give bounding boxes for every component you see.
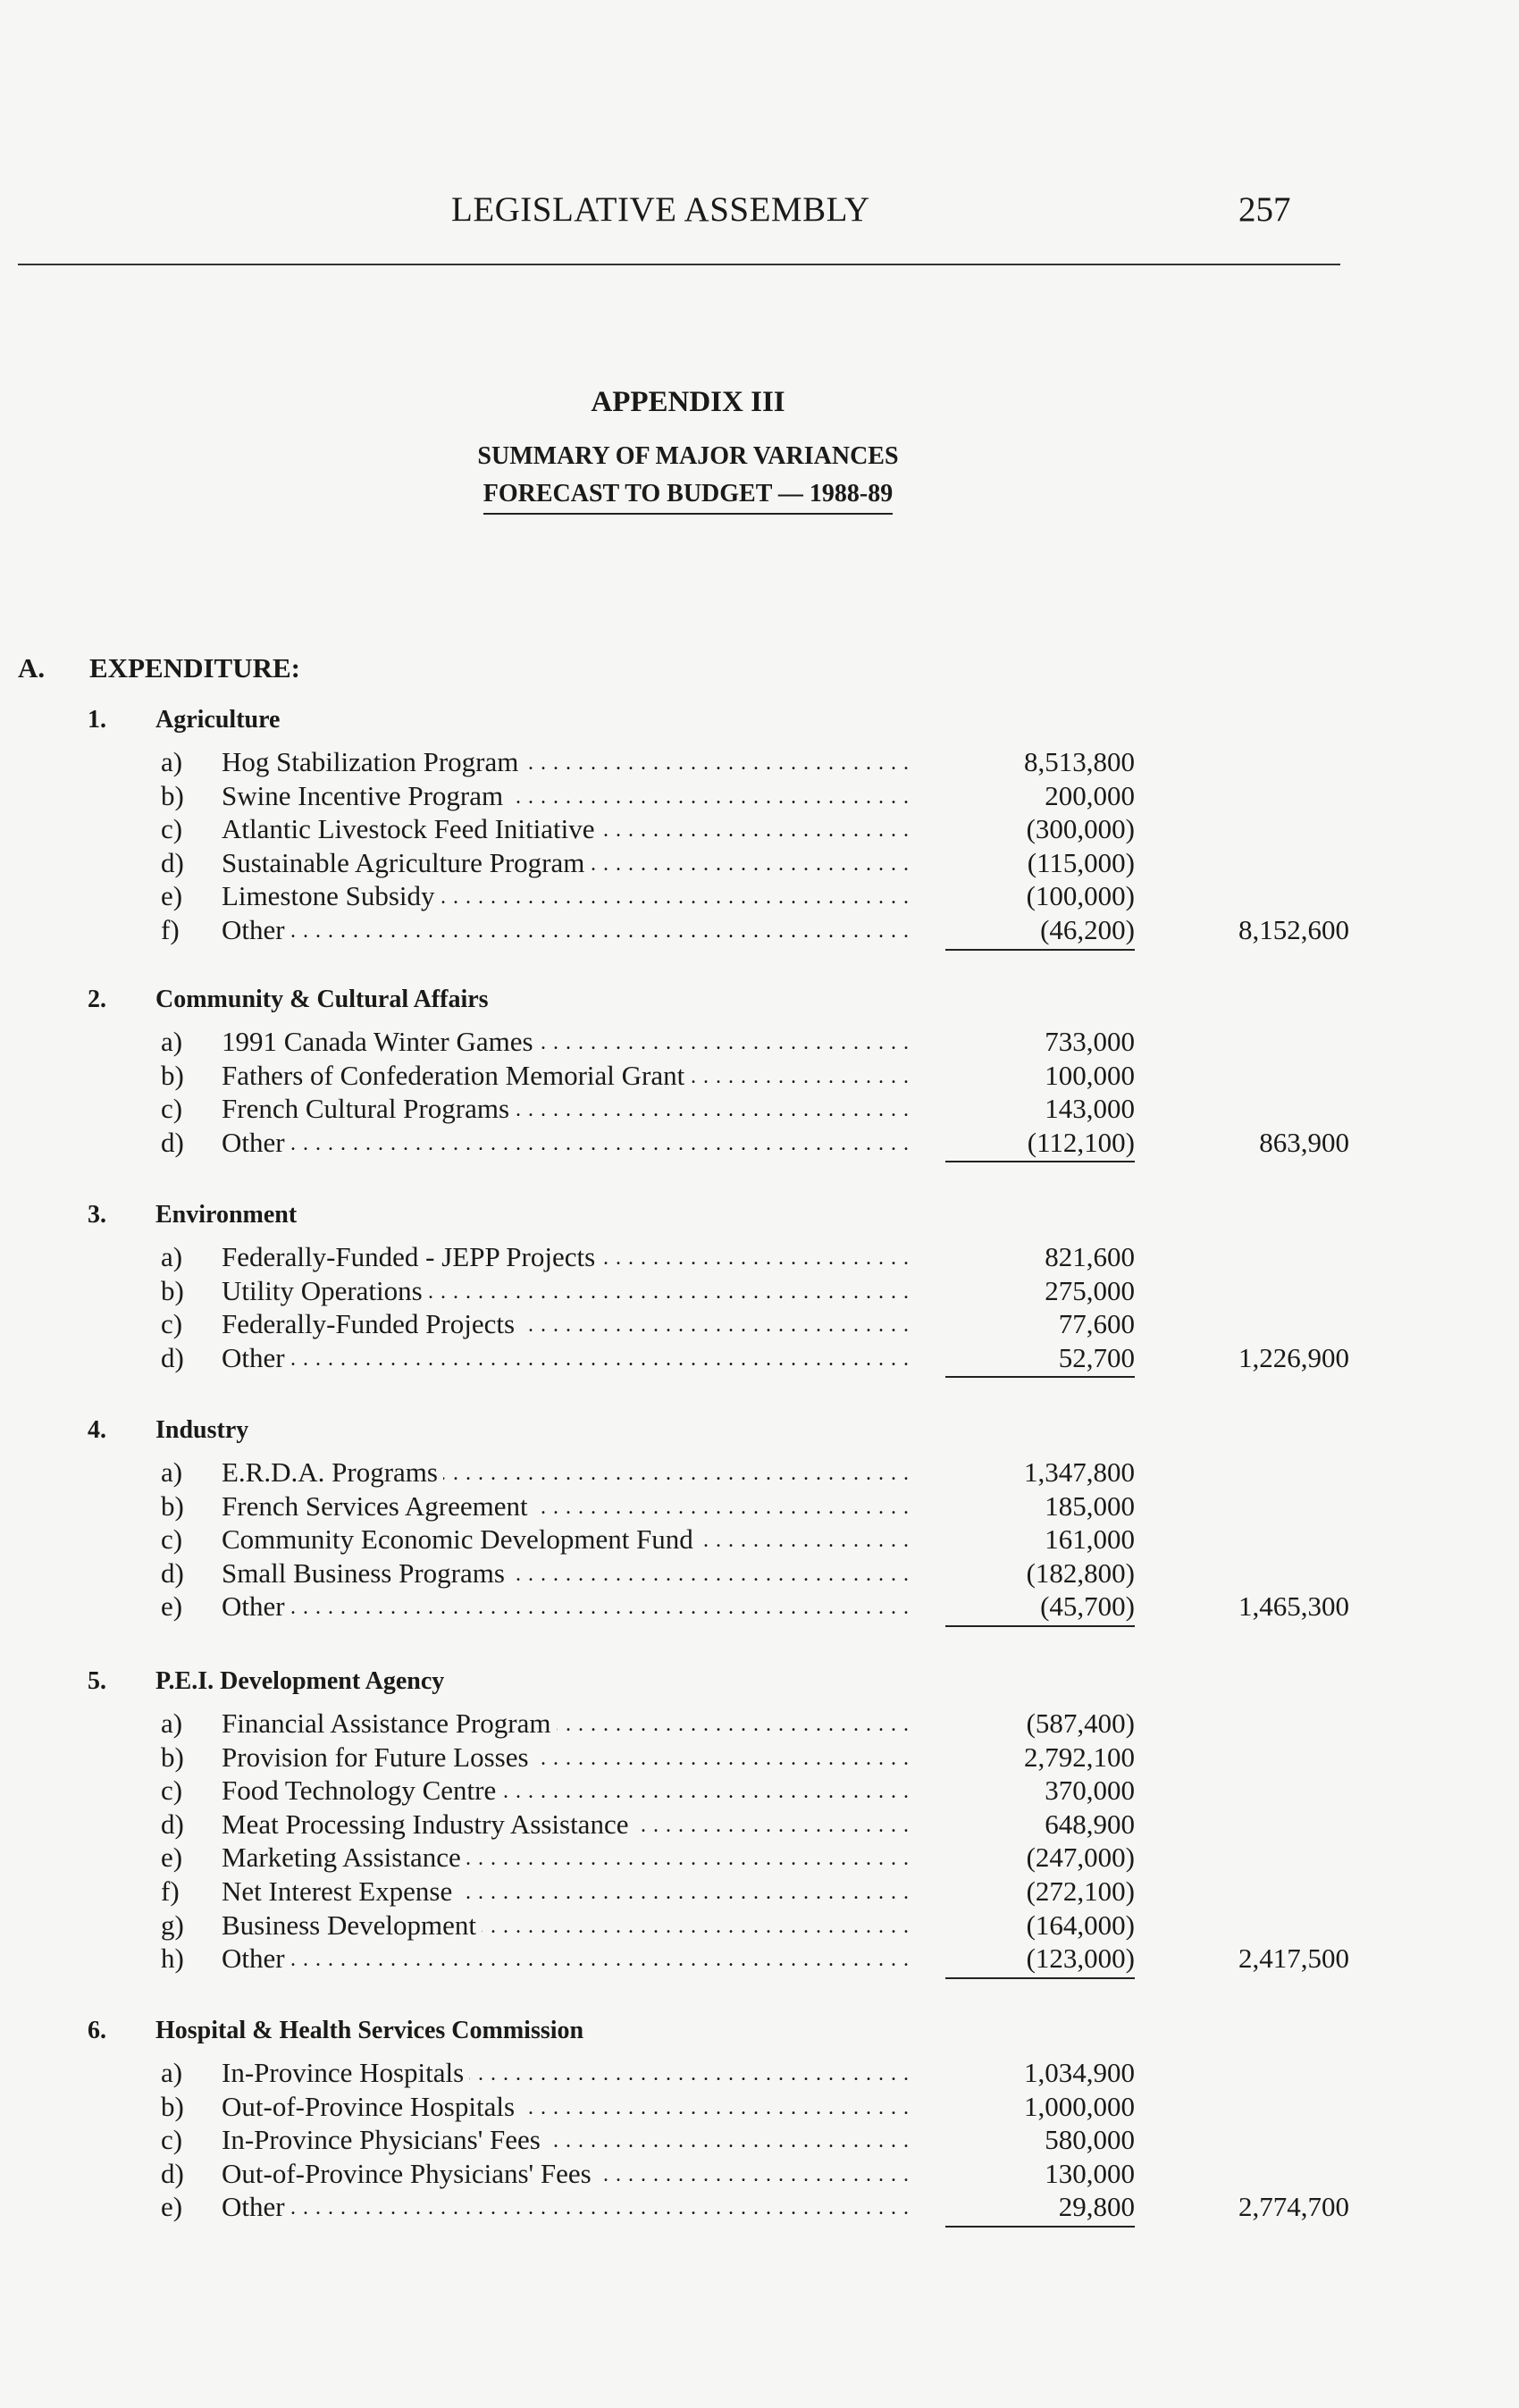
subtotal-rule	[945, 1376, 1135, 1378]
item-amount: (272,100)	[1026, 1875, 1135, 1907]
line-item	[0, 2124, 1519, 2158]
item-amount: 143,000	[1045, 1093, 1135, 1125]
item-letter: e)	[161, 1842, 183, 1874]
item-description-text: Federally-Funded Projects	[222, 1308, 520, 1339]
item-description-text: Meat Processing Industry Assistance	[222, 1808, 634, 1840]
section-number: 3.	[88, 1201, 106, 1229]
item-letter: h)	[161, 1942, 184, 1975]
item-description-text: Fathers of Confederation Memorial Grant	[222, 1060, 690, 1091]
line-item	[0, 1842, 1519, 1875]
item-letter: b)	[161, 1489, 184, 1522]
appendix-title: APPENDIX III	[591, 386, 785, 418]
section-title: Agriculture	[155, 706, 281, 734]
item-letter: c)	[161, 1308, 183, 1340]
item-letter: a)	[161, 1707, 183, 1739]
page-header	[0, 189, 1519, 243]
item-description	[222, 1909, 910, 1942]
item-amount: 1,000,000	[1024, 2090, 1135, 2122]
item-letter: a)	[161, 1456, 183, 1488]
item-letter: c)	[161, 1093, 183, 1125]
item-description-text: Other	[222, 1590, 290, 1622]
item-amount: 8,513,800	[1024, 746, 1135, 777]
item-amount: (115,000)	[1027, 846, 1135, 878]
item-description-text: Other	[222, 1942, 290, 1974]
section-number: 4.	[88, 1416, 106, 1444]
item-amount: (247,000)	[1026, 1842, 1135, 1874]
item-amount: 733,000	[1045, 1026, 1135, 1057]
line-item	[0, 1308, 1519, 1342]
section-total: 1,465,300	[1238, 1590, 1349, 1623]
item-description	[222, 2057, 910, 2089]
line-item	[0, 1707, 1519, 1741]
item-amount: (123,000)	[1026, 1942, 1135, 1975]
item-description-text: In-Province Hospitals	[222, 2057, 469, 2088]
item-description	[222, 1875, 910, 1908]
item-description-text: Sustainable Agriculture Program	[222, 847, 590, 878]
line-item	[0, 1127, 1519, 1161]
item-amount: 185,000	[1045, 1489, 1135, 1522]
item-amount: 29,800	[1058, 2191, 1135, 2223]
line-item	[0, 1557, 1519, 1591]
item-amount: (46,200)	[1040, 914, 1135, 945]
line-item	[0, 1490, 1519, 1524]
item-letter: b)	[161, 2090, 184, 2122]
item-description-text: Swine Incentive Program	[222, 780, 508, 811]
item-description	[222, 1275, 910, 1307]
item-description-text: Out-of-Province Hospitals	[222, 2091, 520, 2122]
section-title: P.E.I. Development Agency	[155, 1667, 445, 1695]
item-letter: f)	[161, 1875, 180, 1907]
item-description	[222, 914, 910, 946]
item-description	[222, 1842, 910, 1874]
item-description-text: Business Development	[222, 1909, 482, 1941]
line-item	[0, 1775, 1519, 1808]
subtotal-rule	[945, 1625, 1135, 1627]
section-title: Hospital & Health Services Commission	[155, 2017, 584, 2044]
item-description-text: Atlantic Livestock Feed Initiative	[222, 813, 600, 844]
item-description	[222, 1060, 910, 1092]
item-letter: c)	[161, 1775, 183, 1807]
item-description	[222, 1775, 910, 1807]
item-letter: d)	[161, 1126, 184, 1158]
line-item	[0, 2091, 1519, 2125]
line-item	[0, 813, 1519, 847]
item-description-text: Financial Assistance Program	[222, 1707, 557, 1739]
section-number: 1.	[88, 706, 106, 734]
item-description-text: Other	[222, 914, 290, 945]
item-amount: 370,000	[1045, 1775, 1135, 1807]
section-total: 863,900	[1259, 1126, 1349, 1158]
item-letter: d)	[161, 1556, 184, 1589]
item-letter: c)	[161, 813, 183, 845]
item-amount: 100,000	[1045, 1059, 1135, 1091]
item-description-text: E.R.D.A. Programs	[222, 1456, 443, 1488]
item-amount: (164,000)	[1026, 1909, 1135, 1941]
item-description	[222, 813, 910, 845]
item-letter: e)	[161, 1590, 183, 1623]
item-description-text: Marketing Assistance	[222, 1842, 466, 1873]
item-amount: (112,100)	[1027, 1126, 1135, 1158]
item-amount: 821,600	[1045, 1241, 1135, 1272]
item-description	[222, 1490, 910, 1523]
item-letter: d)	[161, 1341, 184, 1373]
section-number: 6.	[88, 2017, 106, 2044]
line-item	[0, 1026, 1519, 1060]
item-description	[222, 780, 910, 812]
item-amount: 77,600	[1058, 1308, 1135, 1340]
item-description	[222, 2158, 910, 2190]
item-amount: 2,792,100	[1024, 1741, 1135, 1773]
subtotal-rule	[945, 1977, 1135, 1979]
item-letter: c)	[161, 2124, 183, 2156]
item-description	[222, 1241, 910, 1273]
item-description-text: Small Business Programs	[222, 1557, 510, 1589]
item-description	[222, 1741, 910, 1774]
item-description-text: Other	[222, 1127, 290, 1158]
item-description	[222, 1707, 910, 1740]
item-letter: c)	[161, 1523, 183, 1556]
item-description-text: Federally-Funded - JEPP Projects	[222, 1241, 600, 1272]
section-number: 5.	[88, 1667, 106, 1695]
header-title: LEGISLATIVE ASSEMBLY	[451, 190, 870, 229]
item-letter: d)	[161, 1808, 184, 1840]
subtitle-line-2-text: FORECAST TO BUDGET — 1988-89	[483, 480, 893, 515]
line-item	[0, 1909, 1519, 1943]
item-letter: e)	[161, 2191, 183, 2223]
header-rule	[18, 264, 1340, 265]
item-description	[222, 1523, 910, 1556]
item-description-text: Out-of-Province Physicians' Fees	[222, 2158, 597, 2189]
section-heading	[88, 1201, 297, 1229]
item-amount: 52,700	[1058, 1341, 1135, 1373]
section-heading	[88, 986, 489, 1014]
item-description-text: Other	[222, 1342, 290, 1373]
item-description	[222, 1590, 910, 1623]
item-amount: (182,800)	[1026, 1556, 1135, 1589]
item-description	[222, 2091, 910, 2123]
item-description-text: In-Province Physicians' Fees	[222, 2124, 546, 2155]
line-item	[0, 1590, 1519, 1624]
item-description	[222, 1127, 910, 1159]
item-description	[222, 1808, 910, 1841]
item-amount: (45,700)	[1040, 1590, 1135, 1623]
item-description-text: 1991 Canada Winter Games	[222, 1026, 539, 1057]
part-label: EXPENDITURE:	[89, 652, 300, 684]
item-description-text: Limestone Subsidy	[222, 880, 441, 911]
item-description	[222, 1026, 910, 1058]
line-item	[0, 1241, 1519, 1275]
item-description	[222, 1557, 910, 1590]
line-item	[0, 1456, 1519, 1490]
item-description-text: Hog Stabilization Program	[222, 746, 524, 777]
item-description-text: Other	[222, 2191, 290, 2222]
item-letter: d)	[161, 2157, 184, 2189]
item-amount: 275,000	[1045, 1274, 1135, 1306]
line-item	[0, 2191, 1519, 2225]
item-description	[222, 847, 910, 879]
section-heading	[88, 1667, 444, 1696]
item-description-text: Provision for Future Losses	[222, 1741, 534, 1773]
subtitle-line-1: SUMMARY OF MAJOR VARIANCES	[477, 442, 899, 470]
section-title: Environment	[155, 1201, 298, 1229]
line-item	[0, 1342, 1519, 1376]
line-item	[0, 2057, 1519, 2091]
item-amount: 1,034,900	[1024, 2057, 1135, 2088]
page-number: 257	[1238, 190, 1291, 229]
item-description	[222, 746, 910, 778]
section-title: Community & Cultural Affairs	[155, 986, 489, 1013]
item-description-text: French Services Agreement	[222, 1490, 533, 1522]
line-item	[0, 746, 1519, 780]
part-heading	[18, 652, 300, 684]
line-item	[0, 1875, 1519, 1909]
item-letter: b)	[161, 779, 184, 811]
item-letter: d)	[161, 846, 184, 878]
line-item	[0, 2158, 1519, 2192]
section-total: 2,417,500	[1238, 1942, 1349, 1975]
item-letter: a)	[161, 1241, 183, 1272]
item-description	[222, 880, 910, 912]
item-amount: 130,000	[1045, 2157, 1135, 2189]
item-description-text: Net Interest Expense	[222, 1875, 457, 1907]
item-description	[222, 1093, 910, 1125]
item-letter: b)	[161, 1274, 184, 1306]
line-item	[0, 1275, 1519, 1309]
item-description	[222, 1342, 910, 1374]
line-item	[0, 780, 1519, 814]
item-amount: (587,400)	[1026, 1707, 1135, 1739]
item-description	[222, 1456, 910, 1489]
section-heading	[88, 706, 280, 734]
subtitle-line-2	[0, 480, 1376, 508]
subtotal-rule	[945, 949, 1135, 951]
line-item	[0, 914, 1519, 948]
section-heading	[88, 2017, 583, 2045]
line-item	[0, 847, 1519, 881]
item-amount: 648,900	[1045, 1808, 1135, 1840]
section-total: 8,152,600	[1238, 914, 1349, 945]
item-amount: 580,000	[1045, 2124, 1135, 2156]
item-letter: e)	[161, 880, 183, 912]
item-letter: a)	[161, 1026, 183, 1057]
item-amount: (300,000)	[1026, 813, 1135, 845]
line-item	[0, 880, 1519, 914]
item-description-text: French Cultural Programs	[222, 1093, 515, 1124]
line-item	[0, 1741, 1519, 1775]
item-amount: (100,000)	[1026, 880, 1135, 912]
item-description	[222, 2124, 910, 2156]
item-description	[222, 1308, 910, 1340]
item-amount: 1,347,800	[1024, 1456, 1135, 1488]
section-number: 2.	[88, 986, 106, 1013]
item-letter: b)	[161, 1059, 184, 1091]
item-description-text: Community Economic Development Fund	[222, 1523, 699, 1555]
line-item	[0, 1060, 1519, 1094]
item-description	[222, 2191, 910, 2223]
subtotal-rule	[945, 2226, 1135, 2228]
item-letter: f)	[161, 914, 180, 945]
item-amount: 200,000	[1045, 779, 1135, 811]
item-letter: a)	[161, 746, 183, 777]
line-item	[0, 1093, 1519, 1127]
item-letter: g)	[161, 1909, 184, 1941]
item-description-text: Food Technology Centre	[222, 1775, 501, 1806]
section-heading	[88, 1416, 248, 1445]
line-item	[0, 1808, 1519, 1842]
section-title: Industry	[155, 1416, 249, 1444]
part-letter: A.	[18, 652, 46, 684]
line-item	[0, 1942, 1519, 1976]
item-description	[222, 1942, 910, 1975]
item-amount: 161,000	[1045, 1523, 1135, 1556]
item-letter: b)	[161, 1741, 184, 1773]
subtotal-rule	[945, 1161, 1135, 1162]
line-item	[0, 1523, 1519, 1557]
section-total: 1,226,900	[1238, 1341, 1349, 1373]
section-total: 2,774,700	[1238, 2191, 1349, 2223]
item-description-text: Utility Operations	[222, 1275, 428, 1306]
item-letter: a)	[161, 2057, 183, 2088]
